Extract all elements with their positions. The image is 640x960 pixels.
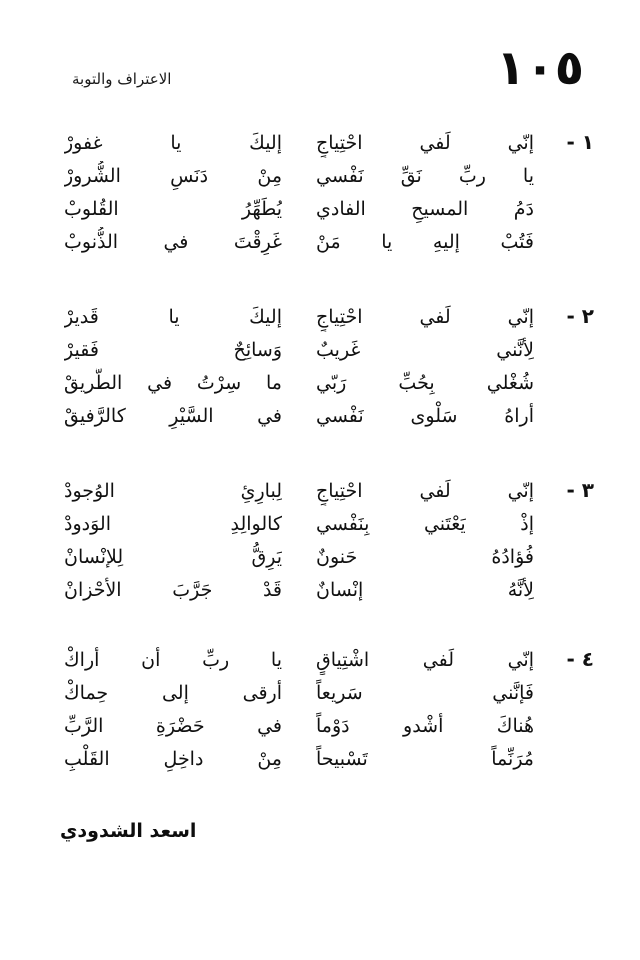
second-hemistich: يا ربِّ أن أراكْ	[64, 649, 282, 671]
first-hemistich: يا ربِّ نَقِّ نَفْسي	[316, 165, 534, 187]
verse-line	[54, 744, 594, 777]
first-hemistich: لِأنَّهُ إنْسانٌ	[316, 579, 534, 601]
first-hemistich: إنّي لَفي احْتِياجٍ	[316, 306, 534, 328]
second-hemistich: قَدْ جَرَّبَ الأحْزانْ	[64, 579, 282, 601]
first-hemistich: دَمُ المسيحِ الفادي	[316, 198, 534, 220]
verse-line	[54, 645, 594, 678]
verse-line	[54, 678, 594, 711]
second-hemistich: أرقى إلى حِماكْ	[64, 682, 282, 704]
stanza-number: ٤ -	[566, 647, 594, 671]
verse-line	[54, 401, 594, 434]
first-hemistich: إنّي لَفي اشْتِياقٍ	[316, 649, 534, 671]
second-hemistich: كالوالِدِ الوَدودْ	[64, 513, 282, 535]
verse-line	[54, 575, 594, 608]
verse-line	[54, 335, 594, 368]
first-hemistich: هُناكَ أشْدو دَوْماً	[316, 715, 534, 737]
running-title: الاعتراف والتوبة	[72, 70, 172, 88]
second-hemistich: لِبارِئِ الوُجودْ	[64, 480, 282, 502]
second-hemistich: يَرِقُّ لِلإنْسانْ	[64, 546, 282, 568]
second-hemistich: في السَّيْرِ كالرَّفيقْ	[64, 405, 282, 427]
second-hemistich: غَرِقْتَ في الذُّنوبْ	[64, 231, 282, 253]
second-hemistich: وَسائِحٌ فَقيرْ	[64, 339, 282, 361]
stanza-number: ٣ -	[566, 478, 594, 502]
first-hemistich: فُؤادُهُ حَنونٌ	[316, 546, 534, 568]
first-hemistich: شُغْلي بِحُبِّ رَبّي	[316, 372, 534, 394]
verse-line	[54, 476, 594, 509]
second-hemistich: إليكَ يا قَديرْ	[64, 306, 282, 328]
stanza-number: ٢ -	[566, 304, 594, 328]
author-name: اسعد الشدودي	[60, 820, 197, 842]
first-hemistich: أراهُ سَلْوى نَفْسي	[316, 405, 534, 427]
second-hemistich: يُطَهِّرُ القُلوبْ	[64, 198, 282, 220]
verse-line	[54, 128, 594, 161]
second-hemistich: مِنْ داخِلِ القَلْبِ	[64, 748, 282, 770]
first-hemistich: إنّي لَفي احْتِياجٍ	[316, 480, 534, 502]
stanza-1	[54, 128, 594, 260]
first-hemistich: إنّي لَفي احْتِياجٍ	[316, 132, 534, 154]
first-hemistich: إذْ يَعْتَني بِنَفْسي	[316, 513, 534, 535]
first-hemistich: لِأنَّني غَريبٌ	[316, 339, 534, 361]
first-hemistich: فَتُبْ إليهِ يا مَنْ	[316, 231, 534, 253]
stanza-2	[54, 302, 594, 434]
page-number: ١٠٥	[496, 40, 584, 96]
verse-line	[54, 302, 594, 335]
stanza-3	[54, 476, 594, 608]
second-hemistich: إليكَ يا غفورْ	[64, 132, 282, 154]
verse-line	[54, 194, 594, 227]
stanza-4	[54, 645, 594, 777]
first-hemistich: مُرَنِّماً تَسْبيحاً	[316, 748, 534, 770]
verse-line	[54, 368, 594, 401]
verse-line	[54, 542, 594, 575]
verse-line	[54, 161, 594, 194]
second-hemistich: ما سِرْتُ في الطَّريقْ	[64, 372, 282, 394]
verse-line	[54, 711, 594, 744]
first-hemistich: فَإنَّني سَريعاً	[316, 682, 534, 704]
stanza-number: ١ -	[566, 130, 594, 154]
verse-line	[54, 509, 594, 542]
second-hemistich: مِنْ دَنَسِ الشُّرورْ	[64, 165, 282, 187]
verse-line	[54, 227, 594, 260]
second-hemistich: في حَضْرَةِ الرَّبِّ	[64, 715, 282, 737]
